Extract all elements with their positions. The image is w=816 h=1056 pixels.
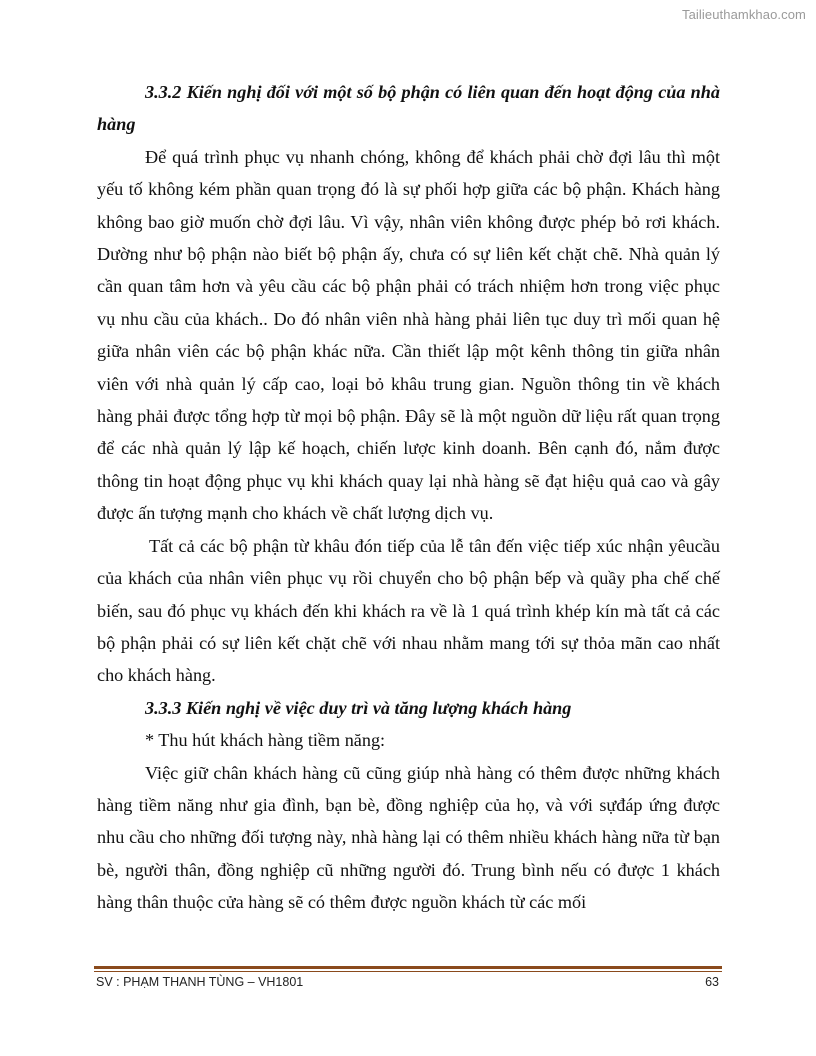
- paragraph-retain-customers: Việc giữ chân khách hàng cũ cũng giúp nhà hàng có thêm được những khách hàng tiềm năng như gia đình, bạn bè, đồng nghiệp của họ, và với sựđáp ứng được nhu cầu cho những đối tượng này, nhà hàng lại có thêm nhiều khách hàng nữa từ bạn bè, người thân, đồng nghiệp cũ những người đó. Trung bình nếu có được 1 khách hàng thân thuộc cửa hàng sẽ có thêm được nguồn khách từ các mối: [97, 762, 720, 913]
- paragraph-cooperation: Để quá trình phục vụ nhanh chóng, không để khách phải chờ đợi lâu thì một yếu tố không kém phần quan trọng đó là sự phối hợp giữa các bộ phận. Khách hàng không bao giờ muốn chờ đợi lâu. Vì vậy, nhân viên không được phép bỏ rơi khách. Dường như bộ phận nào biết bộ phận ấy, chưa có sự liên kết chặt chẽ. Nhà quản lý cần quan tâm hơn và yêu cầu các bộ phận phải có trách nhiệm hơn trong việc phục vụ nhu cầu của khách.. Do đó nhân viên nhà hàng phải liên tục duy trì mối quan hệ giữa nhân viên các bộ phận khác nữa. Cần thiết lập một kênh thông tin giữa nhân viên với nhà quản lý cấp cao, loại bỏ khâu trung gian. Nguồn thông tin về khách hàng phải được tổng hợp từ mọi bộ phận. Đây sẽ là một nguồn dữ liệu rất quan trọng để các nhà quản lý lập kế hoạch, chiến lược kinh doanh. Bên cạnh đó, nắm được thông tin hoạt động phục vụ khi khách quay lại nhà hàng sẽ đạt hiệu quả cao và gây được ấn tượng mạnh cho khách về chất lượng dịch vụ.: [97, 146, 720, 524]
- watermark-text: Tailieuthamkhao.com: [681, 7, 806, 22]
- footer-divider-thick: [94, 966, 722, 969]
- section-heading-3-3-2: 3.3.2 Kiến nghị đối với một số bộ phận có liên quan đến hoạt động của nhà hàng: [97, 82, 720, 135]
- paragraph-closed-process: Tất cả các bộ phận từ khâu đón tiếp của lễ tân đến việc tiếp xúc nhận yêucầu của khách của nhân viên phục vụ rồi chuyển cho bộ phận bếp và quầy pha chế chế biến, sau đó phục vụ khách đến khi khách ra về là 1 quá trình khép kín mà tất cả các bộ phận phải có sự liên kết chặt chẽ với nhau nhằm mang tới sự thỏa mãn cao nhất cho khách hàng.: [97, 535, 720, 686]
- footer-divider-thin: [94, 971, 722, 972]
- footer-author: SV : PHẠM THANH TÙNG – VH1801: [96, 975, 304, 989]
- footer-page-number: 63: [705, 975, 719, 989]
- page-body: [97, 76, 720, 919]
- bullet-potential-customers: * Thu hút khách hàng tiềm năng:: [145, 730, 386, 751]
- section-heading-3-3-3: 3.3.3 Kiến nghị về việc duy trì và tăng lượng khách hàng: [145, 697, 572, 718]
